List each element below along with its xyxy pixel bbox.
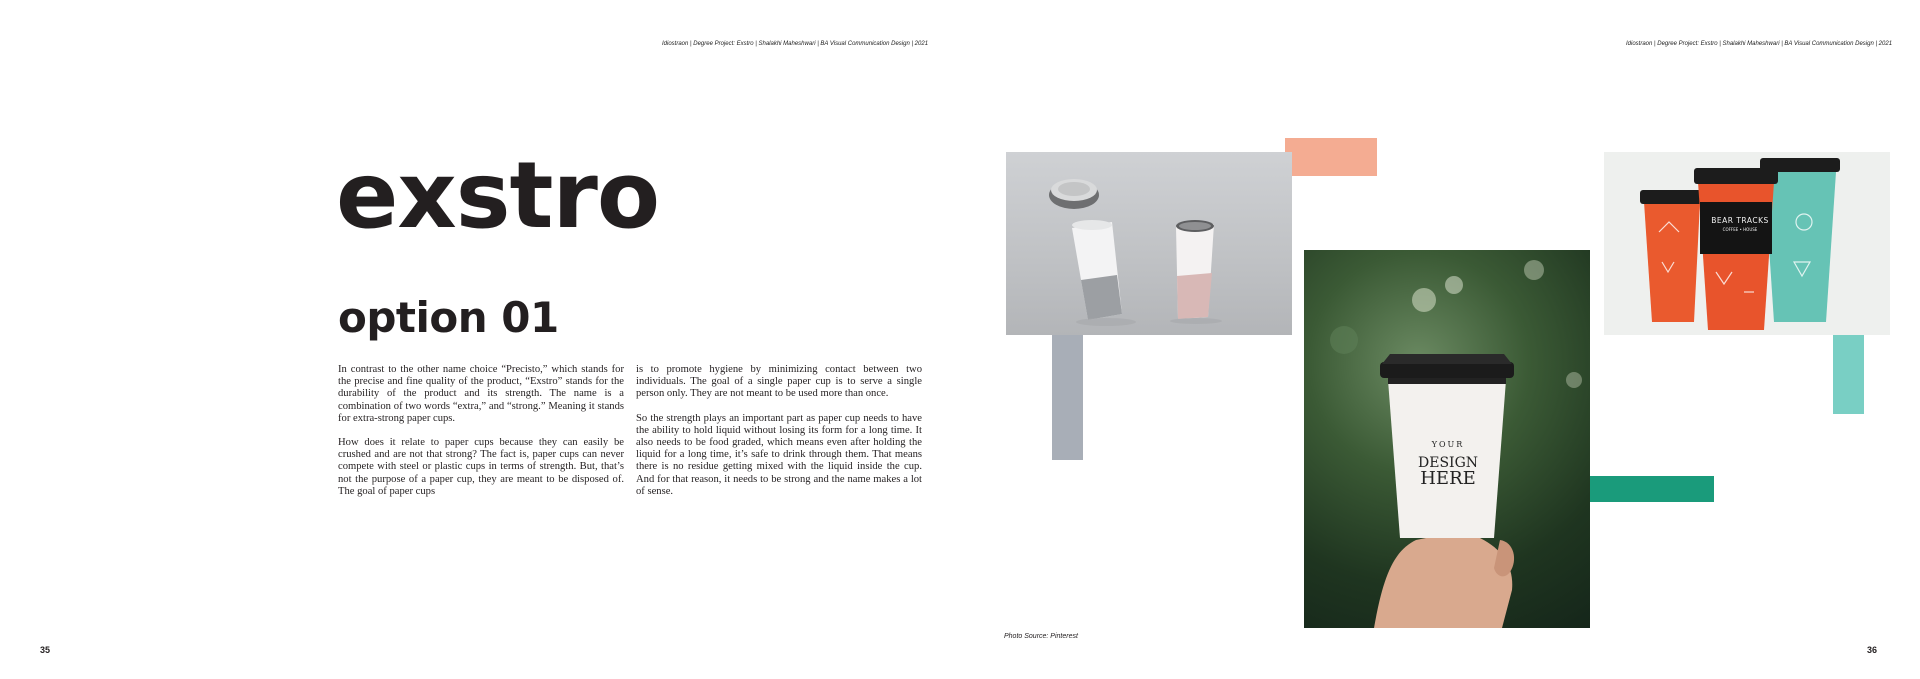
page-number-left: 35 <box>40 645 51 655</box>
body-column-2 <box>636 364 922 510</box>
page-subtitle: option 01 <box>338 293 559 342</box>
cup-mockup-text <box>1396 440 1500 487</box>
running-header-right: Idiostraon | Degree Project: Exstro | Shalakhi Maheshwari | BA Visual Communication Design | 2021 <box>1626 41 1893 47</box>
cup-text-line-1: YOUR <box>1431 440 1465 449</box>
bear-tracks-line-1: BEAR TRACKS <box>1711 216 1769 225</box>
paragraph: is to promote hygiene by minimizing contact between two individuals. The goal of a single paper cup is to serve a single person only. They are not meant to be used more than once. <box>636 364 922 400</box>
bear-tracks-line-2: COFFEE • HOUSE <box>1722 227 1758 232</box>
photo-credit: Photo Source: Pinterest <box>1004 633 1078 640</box>
running-header-left: Idiostraon | Degree Project: Exstro | Shalakhi Maheshwari | BA Visual Communication Design | 2021 <box>662 41 929 47</box>
cup-text-line-2: DESIGN <box>1418 455 1478 471</box>
hand-holding-cup-photo <box>1304 250 1590 628</box>
paragraph: In contrast to the other name choice “Precisto,” which stands for the precise and fine quality of the product, “Exstro” stands for the durability of the product and its strength. The name is a combination of two words “extra,” and “strong.” Meaning it stands for extra-strong paper cups. <box>338 364 624 424</box>
page-title: exstro <box>336 142 660 249</box>
bear-tracks-cups-illustration <box>1604 152 1890 335</box>
cup-mockup-illustration <box>1304 250 1590 628</box>
paper-cups-illustration <box>1006 152 1292 335</box>
cup-text-line-3: HERE <box>1420 468 1476 489</box>
paragraph: So the strength plays an important part as paper cup needs to have the ability to hold liquid without losing its form for a long time. It also needs to be food graded, which means even after holding the liquid for a long time, it’s safe to drink through them. That means there is no residue getting mixed with the liquid inside the cup. And for that reason, it needs to be strong and the name makes a lot of sense. <box>636 412 922 497</box>
bear-tracks-cups-photo <box>1604 152 1890 335</box>
paragraph: How does it relate to paper cups because they can easily be crushed and are not that strong? The fact is, paper cups can never compete with steel or plastic cups in terms of strength. But, that’s not the purpose of a paper cup, they are meant to be disposed of. The goal of paper cups <box>338 437 624 497</box>
gray-color-block <box>1052 334 1083 460</box>
dark-teal-color-block <box>1570 476 1714 502</box>
body-column-1 <box>338 364 624 510</box>
page-number-right: 36 <box>1867 645 1878 655</box>
salmon-color-block <box>1285 138 1377 176</box>
paper-cups-photo <box>1006 152 1292 335</box>
bear-tracks-label <box>1704 216 1776 232</box>
